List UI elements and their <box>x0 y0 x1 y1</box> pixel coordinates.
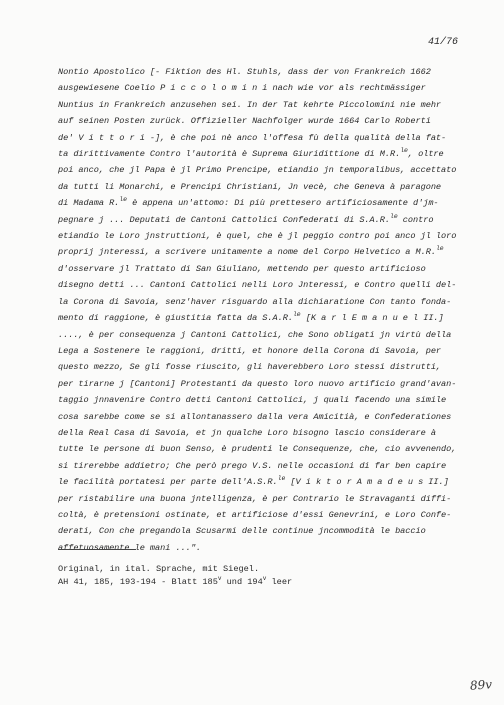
text-line: affetuosamente le mani ...". <box>58 542 201 553</box>
handwritten-folio-note: 89v <box>469 677 493 693</box>
text-line: Nuntius in Frankreich anzusehen sei. In der Tat kehrte Piccolomini nie mehr <box>58 99 442 110</box>
footnote-line-2 <box>58 576 292 589</box>
text-line: Lega a Sostenere le raggioni, dritti, et honore della Corona di Savoia, per <box>58 345 442 356</box>
text-line: mento di raggione, è giustitia fatta da S.A.R.$^{le}$ [K a r l E m a n u e l II.] <box>58 311 444 324</box>
text-line: per tirarne j [Cantoni] Protestanti da questo loro nuovo artificio grand'avan- <box>58 378 457 389</box>
text-line: derati, Con che pregandola Scusarmi delle continue jncommodità le baccio <box>58 526 426 537</box>
text-line: disegno detti ... Cantoni Cattolici nelli Loro Jnteressi, e Contro quelli del- <box>58 280 457 291</box>
text-line: cosa sarebbe come se si allontanassero dalla vera Amicitià, e Confederationes <box>58 411 452 422</box>
footnote-end: leer <box>266 576 293 587</box>
text-line: taggio jnnavenire Contro detti Cantoni Cattolici, j quali facendo una simile <box>58 395 447 406</box>
text-line: proprij jnteressi, a scrivere unitamente a nome del Corpo Helvetico a M.R.$^{le}$ <box>58 245 444 258</box>
text-line: questo mezzo, Se gli fosse riuscito, gli haverebbero Loro stessi distrutti, <box>58 362 442 373</box>
text-line: de' V i t t o r i -], è che poi nè anco l'offesa fù della qualità della fat- <box>58 132 447 143</box>
text-line: pegnare j ... Deputati de Cantoni Cattolici Confederati di S.A.R.$^{le}$ contro <box>58 212 434 225</box>
footnote-middle: und 194 <box>221 576 263 587</box>
footnote-rule <box>58 549 136 550</box>
footnote-sup-1: v <box>217 574 222 582</box>
text-line: ta dirittivamente Contro l'autorità è Suprema Giuridittione di M.R.$^{le}$, oltre <box>58 147 444 160</box>
text-line: ausgewiesene Coelio P i c c o l o m i n i nach wie vor als rechtmässiger <box>58 83 426 94</box>
text-line: di Madama R.$^{le}$ è appena un'attomo: Di più prettesero artificiosamente d'jm- <box>58 196 439 209</box>
text-line: per ristabilire una buona jntelligenza, è per Contrario le Stravaganti diffi- <box>58 493 452 504</box>
footnote-line-1: Original, in ital. Sprache, mit Siegel. <box>58 564 260 574</box>
page-number: 41/76 <box>427 37 458 48</box>
footnote-sup-2: v <box>262 574 267 582</box>
text-line: etiandio le Loro jnstruttioni, è quel, che è jl peggio contro poi anco jl loro <box>58 231 457 242</box>
footnote <box>58 563 292 588</box>
text-line: la Corona di Savoia, senz'haver risguardo alla dichiaratione Con tanto fonda- <box>58 296 452 307</box>
text-line: le facilità portatesi per parte dell'A.S.R.$^{le}$ [V i k t o r A m a d e u s II.] <box>58 475 449 488</box>
text-line: poi anco, che jl Papa è jl Primo Prencipe, etiandio jn temporalibus, accettato <box>58 165 457 176</box>
text-line: coltà, è pretensioni ostinate, et artificiose d'essi Genevrini, e Loro Confe- <box>58 509 452 520</box>
text-line: auf seinen Posten zurück. Offizieller Nachfolger wurde 1664 Carlo Roberti <box>58 116 431 127</box>
text-line: della Real Casa di Savoia, et jn qualche Loro bisogno lascio considerare à <box>58 427 436 438</box>
text-line: ...., è per consequenza j Cantoni Cattolici, che Sono obligati jn virtù della <box>58 329 452 340</box>
text-line: tutte le persone di buon Senso, è prudenti le Consequenze, che, cio avvenendo, <box>58 444 457 455</box>
text-line: si tirerebbe addietro; Che però prego V.S. nelle occasioni di far ben capire <box>58 460 447 471</box>
body-text <box>58 64 468 556</box>
text-line: Nontio Apostolico [- Fiktion des Hl. Stuhls, dass der von Frankreich 1662 <box>58 67 431 77</box>
text-line: da tutti li Monarchi, e Prencipi Christiani, Jn vecè, che Geneva à paragone <box>58 181 442 192</box>
footnote-ref: AH 41, 185, 193-194 - Blatt 185 <box>58 576 218 587</box>
text-line: d'osservare jl Trattato di San Giuliano, mettendo per questo artificioso <box>58 263 426 274</box>
